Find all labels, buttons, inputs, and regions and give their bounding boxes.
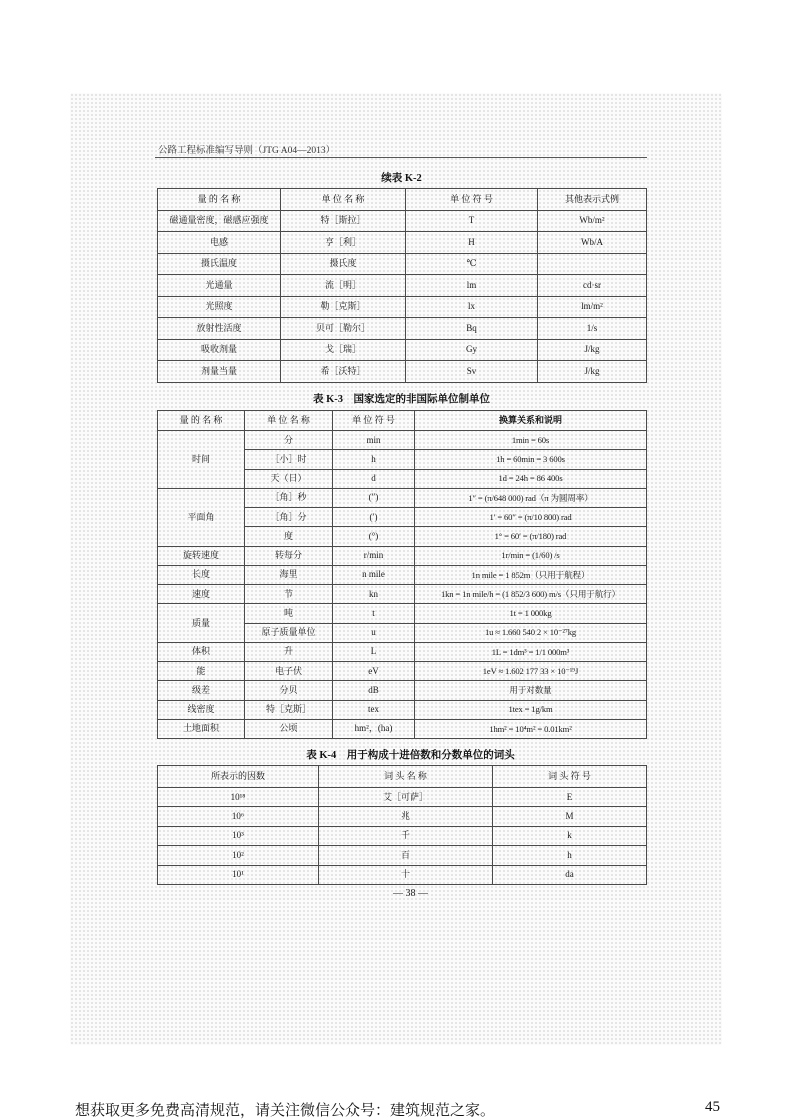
unit-symbol-cell: ℃ (406, 253, 538, 275)
table-row (158, 275, 647, 297)
unit-symbol-cell: u (333, 623, 415, 642)
relation-cell: 1tex = 1g/km (415, 700, 647, 719)
table-k3-caption: 表 K-3 国家选定的非国际单位制单位 (312, 394, 491, 405)
prefix-symbol-cell: k (493, 826, 647, 845)
unit-name-cell: 海里 (245, 565, 333, 584)
relation-cell: 1° = 60′ = (π/180) rad (415, 527, 647, 546)
running-header: 公路工程标准编写导则（JTG A04—2013） (158, 146, 336, 156)
unit-name-cell: 升 (245, 642, 333, 661)
unit-name-cell: 电子伏 (245, 662, 333, 681)
unit-symbol-cell: n mile (333, 565, 415, 584)
table-k4 (157, 765, 647, 885)
unit-symbol-cell: dB (333, 681, 415, 700)
relation-cell: 1d = 24h = 86 400s (415, 469, 647, 488)
quantity-cell: 磁通量密度，磁感应强度 (158, 210, 281, 232)
unit-symbol-cell: (°) (333, 527, 415, 546)
unit-symbol-cell: L (333, 642, 415, 661)
relation-cell: 1′ = 60″ = (π/10 800) rad (415, 508, 647, 527)
table-row (158, 788, 647, 807)
unit-symbol-cell: lm (406, 275, 538, 297)
unit-name-cell: 天（日） (245, 469, 333, 488)
quantity-cell: 吸收剂量 (158, 339, 281, 361)
column-header: 单 位 符 号 (333, 411, 415, 431)
column-header: 词 头 符 号 (493, 766, 647, 788)
unit-symbol-cell: eV (333, 662, 415, 681)
relation-cell: 1kn = 1n mile/h = (1 852/3 600) m/s（只用于航行） (415, 585, 647, 604)
unit-symbol-cell: Bq (406, 318, 538, 340)
prefix-symbol-cell: M (493, 807, 647, 826)
column-header: 量 的 名 称 (158, 411, 245, 431)
table-row (158, 253, 647, 275)
table-row (158, 826, 647, 845)
quantity-cell: 电感 (158, 232, 281, 254)
quantity-cell: 旋转速度 (158, 546, 245, 565)
unit-symbol-cell: d (333, 469, 415, 488)
factor-cell: 10¹⁸ (158, 788, 319, 807)
unit-symbol-cell: tex (333, 700, 415, 719)
table-row (158, 546, 647, 565)
factor-cell: 10² (158, 846, 319, 865)
column-header: 单 位 名 称 (281, 189, 406, 211)
table-row (158, 604, 647, 623)
quantity-cell: 线密度 (158, 700, 245, 719)
table-row (158, 318, 647, 340)
prefix-symbol-cell: E (493, 788, 647, 807)
unit-symbol-cell: (″) (333, 488, 415, 507)
table-row (158, 585, 647, 604)
unit-name-cell: 贝可［勒尔］ (281, 318, 406, 340)
factor-cell: 10³ (158, 826, 319, 845)
relation-cell: 1hm² = 10⁴m² = 0.01km² (415, 719, 647, 738)
relation-cell: 1L = 1dm³ = 1/1 000m³ (415, 642, 647, 661)
other-expression-cell: Wb/m² (538, 210, 647, 232)
footer-page-number: 45 (705, 1099, 720, 1115)
unit-name-cell: 分 (245, 431, 333, 450)
table-row (158, 865, 647, 884)
unit-name-cell: 吨 (245, 604, 333, 623)
table-k2-caption: 续表 K-2 (381, 173, 422, 184)
unit-symbol-cell: (′) (333, 508, 415, 527)
unit-name-cell: ［角］分 (245, 508, 333, 527)
unit-symbol-cell: r/min (333, 546, 415, 565)
column-header: 单 位 符 号 (406, 189, 538, 211)
unit-name-cell: 亨［利］ (281, 232, 406, 254)
unit-name-cell: 戈［瑞］ (281, 339, 406, 361)
other-expression-cell (538, 253, 647, 275)
table-row (158, 719, 647, 738)
other-expression-cell: cd·sr (538, 275, 647, 297)
table-row (158, 846, 647, 865)
unit-name-cell: 特［克斯］ (245, 700, 333, 719)
other-expression-cell: 1/s (538, 318, 647, 340)
relation-cell: 1h = 60min = 3 600s (415, 450, 647, 469)
quantity-cell: 能 (158, 662, 245, 681)
unit-name-cell: 希［沃特］ (281, 361, 406, 383)
relation-cell: 1″ = (π/648 000) rad（π 为圆周率） (415, 488, 647, 507)
column-header: 量 的 名 称 (158, 189, 281, 211)
unit-name-cell: ［小］时 (245, 450, 333, 469)
quantity-cell: 体积 (158, 642, 245, 661)
unit-name-cell: 转每分 (245, 546, 333, 565)
prefix-name-cell: 百 (319, 846, 493, 865)
unit-name-cell: 公顷 (245, 719, 333, 738)
unit-name-cell: 节 (245, 585, 333, 604)
unit-symbol-cell: lx (406, 296, 538, 318)
table-row (158, 361, 647, 383)
relation-cell: 1t = 1 000kg (415, 604, 647, 623)
prefix-symbol-cell: h (493, 846, 647, 865)
unit-symbol-cell: t (333, 604, 415, 623)
table-k3 (157, 410, 647, 739)
table-row (158, 642, 647, 661)
prefix-name-cell: 十 (319, 865, 493, 884)
quantity-cell: 光通量 (158, 275, 281, 297)
header-rule (155, 157, 647, 158)
table-row (158, 232, 647, 254)
table-row (158, 565, 647, 584)
quantity-cell: 长度 (158, 565, 245, 584)
quantity-cell: 土地面积 (158, 719, 245, 738)
table-k2 (157, 188, 647, 383)
table-row (158, 807, 647, 826)
table-row (158, 700, 647, 719)
unit-symbol-cell: hm²，(ha) (333, 719, 415, 738)
unit-symbol-cell: T (406, 210, 538, 232)
unit-symbol-cell: Gy (406, 339, 538, 361)
prefix-name-cell: 兆 (319, 807, 493, 826)
table-header-row (158, 766, 647, 788)
table-row (158, 296, 647, 318)
unit-name-cell: ［角］秒 (245, 488, 333, 507)
table-row (158, 488, 647, 507)
unit-name-cell: 摄氏度 (281, 253, 406, 275)
unit-symbol-cell: kn (333, 585, 415, 604)
table-header-row (158, 411, 647, 431)
prefix-name-cell: 千 (319, 826, 493, 845)
relation-cell: 1u ≈ 1.660 540 2 × 10⁻²⁷kg (415, 623, 647, 642)
table-row (158, 210, 647, 232)
column-header: 词 头 名 称 (319, 766, 493, 788)
relation-cell: 用于对数量 (415, 681, 647, 700)
unit-name-cell: 勒［克斯］ (281, 296, 406, 318)
quantity-cell: 级差 (158, 681, 245, 700)
table-k4-caption: 表 K-4 用于构成十进倍数和分数单位的词头 (306, 750, 515, 761)
factor-cell: 10¹ (158, 865, 319, 884)
other-expression-cell: lm/m² (538, 296, 647, 318)
quantity-cell: 速度 (158, 585, 245, 604)
unit-name-cell: 分贝 (245, 681, 333, 700)
other-expression-cell: J/kg (538, 339, 647, 361)
column-header: 所表示的因数 (158, 766, 319, 788)
column-header: 其他表示式例 (538, 189, 647, 211)
quantity-cell: 光照度 (158, 296, 281, 318)
table-row (158, 662, 647, 681)
unit-name-cell: 特［斯拉］ (281, 210, 406, 232)
quantity-cell: 质量 (158, 604, 245, 643)
factor-cell: 10⁶ (158, 807, 319, 826)
unit-symbol-cell: h (333, 450, 415, 469)
other-expression-cell: J/kg (538, 361, 647, 383)
prefix-symbol-cell: da (493, 865, 647, 884)
quantity-cell: 时间 (158, 431, 245, 489)
relation-cell: 1n mile = 1 852m（只用于航程） (415, 565, 647, 584)
table-row (158, 431, 647, 450)
relation-cell: 1min = 60s (415, 431, 647, 450)
unit-name-cell: 流［明］ (281, 275, 406, 297)
column-header: 换算关系和说明 (415, 411, 647, 431)
unit-symbol-cell: H (406, 232, 538, 254)
relation-cell: 1eV ≈ 1.602 177 33 × 10⁻¹⁹J (415, 662, 647, 681)
column-header: 单 位 名 称 (245, 411, 333, 431)
quantity-cell: 剂量当量 (158, 361, 281, 383)
relation-cell: 1r/min = (1/60) /s (415, 546, 647, 565)
other-expression-cell: Wb/A (538, 232, 647, 254)
table-row (158, 681, 647, 700)
quantity-cell: 平面角 (158, 488, 245, 546)
footer-notice: 想获取更多免费高清规范，请关注微信公众号：建筑规范之家。 (75, 1103, 496, 1119)
unit-symbol-cell: min (333, 431, 415, 450)
prefix-name-cell: 艾［可萨］ (319, 788, 493, 807)
quantity-cell: 放射性活度 (158, 318, 281, 340)
table-row (158, 339, 647, 361)
quantity-cell: 摄氏温度 (158, 253, 281, 275)
unit-name-cell: 原子质量单位 (245, 623, 333, 642)
page-number: — 38 — (393, 888, 428, 899)
unit-name-cell: 度 (245, 527, 333, 546)
table-header-row (158, 189, 647, 211)
unit-symbol-cell: Sv (406, 361, 538, 383)
